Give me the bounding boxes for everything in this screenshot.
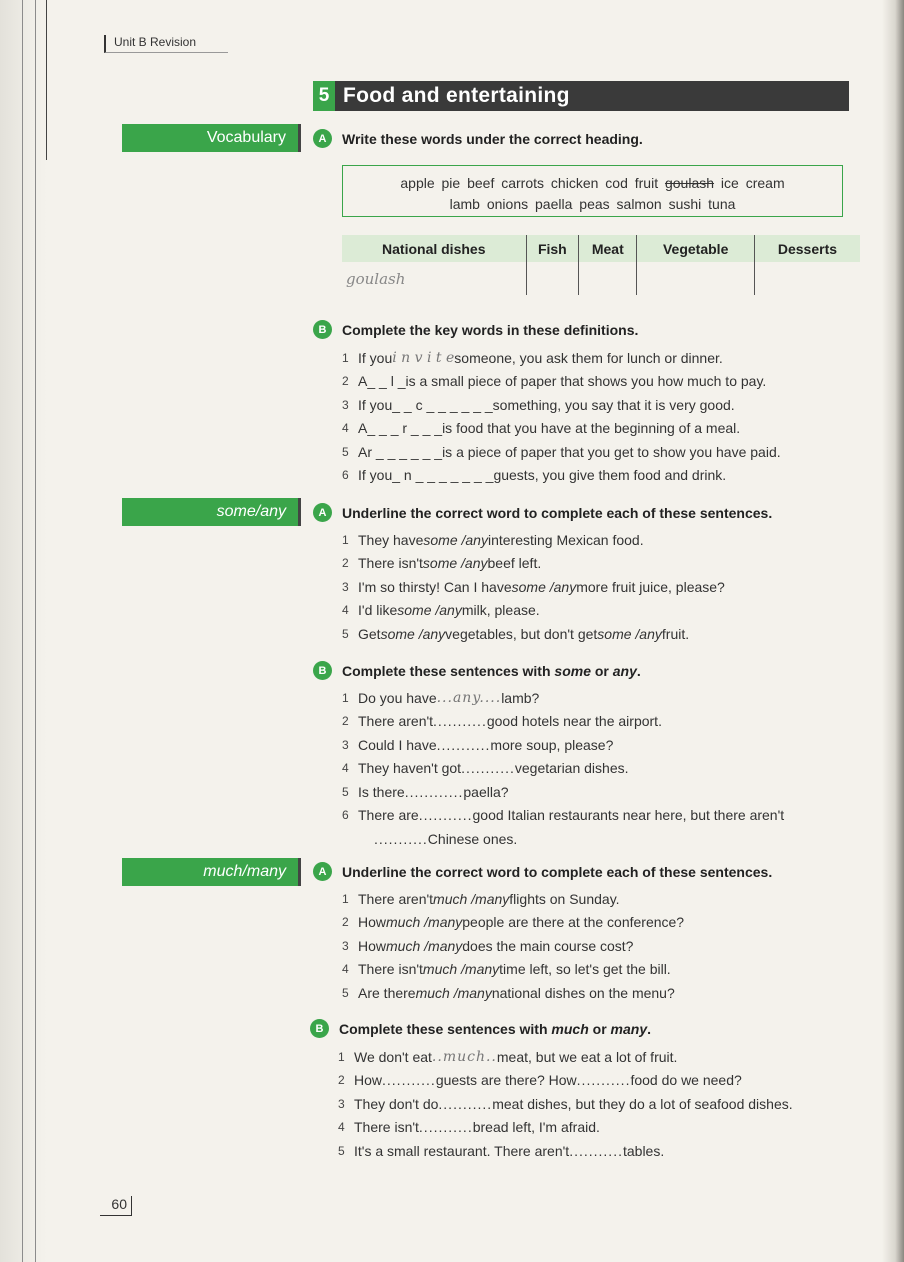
- list-item: [338, 1139, 793, 1163]
- item-text: Chinese ones.: [427, 830, 518, 847]
- item-number: 1: [342, 690, 349, 705]
- word-item: beef: [467, 175, 495, 191]
- heading-table: [342, 235, 860, 295]
- item-text: There aren't: [358, 713, 434, 730]
- exercise-badge: B: [313, 320, 332, 339]
- exercise-items: [342, 887, 684, 1005]
- list-item: [342, 733, 784, 757]
- instruction-text: Complete these sentences with: [339, 1020, 552, 1037]
- word-choice: some /any: [380, 625, 446, 642]
- section-number: 5: [313, 81, 335, 111]
- item-number: 3: [342, 938, 349, 953]
- item-number: 4: [342, 603, 349, 618]
- word-item: goulash: [664, 175, 715, 191]
- instruction-keyword: much: [551, 1020, 589, 1037]
- item-text: It's a small restaurant. There aren't: [354, 1142, 570, 1159]
- list-item: [342, 552, 725, 576]
- answer-blank: ...........: [461, 760, 515, 777]
- list-item: [342, 958, 684, 982]
- section-title-bar: [313, 81, 849, 111]
- word-choice: much /many: [422, 961, 500, 978]
- item-text: There are: [358, 807, 419, 824]
- answer-blank: ...........: [569, 1142, 623, 1159]
- instruction-text: .: [636, 662, 641, 679]
- answer-blank: _ n _ _ _ _ _ _ _: [392, 467, 494, 484]
- item-text: good hotels near the airport.: [486, 713, 662, 730]
- list-item: [342, 887, 684, 911]
- item-text: A: [358, 443, 368, 460]
- word-item: cod: [605, 175, 628, 191]
- item-number: 3: [338, 1096, 345, 1111]
- item-text: How: [358, 914, 387, 931]
- item-text: Get: [358, 625, 381, 642]
- exercise-instruction: [342, 663, 641, 679]
- item-text: A: [358, 373, 368, 390]
- gutter-line: [35, 0, 36, 1262]
- item-number: 1: [342, 891, 349, 906]
- item-text: is a piece of paper that you get to show you have paid.: [442, 443, 781, 460]
- list-item: [342, 440, 781, 464]
- item-text: interesting Mexican food.: [487, 531, 644, 548]
- item-text: There isn't: [354, 1119, 419, 1136]
- item-text: Is there: [358, 783, 405, 800]
- exercise-items: [342, 528, 725, 646]
- answer-blank: ............: [404, 783, 464, 800]
- answer-blank: ...........: [374, 830, 428, 847]
- answer-blank: i n v i t e: [392, 349, 455, 366]
- item-number: 2: [342, 374, 349, 389]
- item-text: Do you have: [358, 689, 437, 706]
- list-item: [342, 757, 784, 781]
- item-text: Could I have: [358, 736, 437, 753]
- answer-blank: ...any....: [436, 689, 502, 706]
- exercise-items: [342, 346, 781, 487]
- exercise-instruction: Write these words under the correct heading.: [342, 130, 643, 147]
- instruction-text: or: [588, 1020, 611, 1037]
- table-cell: [637, 262, 754, 295]
- table-cell: [579, 262, 637, 295]
- exercise-heading: [313, 661, 641, 680]
- item-text: tables.: [622, 1142, 665, 1159]
- word-choice: much /many: [386, 914, 463, 931]
- table-cell-answer: goulash: [342, 262, 526, 295]
- answer-blank: ...........: [382, 1072, 436, 1089]
- exercise-instruction: Complete the key words in these definitions.: [342, 321, 639, 338]
- item-number: 2: [342, 714, 349, 729]
- item-text: If you: [358, 349, 393, 366]
- list-item: [338, 1069, 793, 1093]
- item-text: A: [358, 420, 368, 437]
- word-item: ice cream: [720, 175, 785, 191]
- item-text: is a small piece of paper that shows you how much to pay.: [405, 373, 767, 390]
- page-number: 60: [100, 1196, 132, 1216]
- item-text: There aren't: [358, 890, 434, 907]
- word-choice: some /any: [397, 602, 462, 619]
- exercise-badge: A: [313, 862, 332, 881]
- item-text: flights on Sunday.: [509, 890, 620, 907]
- exercise-heading: [313, 129, 643, 148]
- word-choice: some /any: [597, 625, 662, 642]
- answer-blank: ..much..: [431, 1048, 497, 1065]
- item-text: guests are there? How: [435, 1072, 577, 1089]
- item-text: national dishes on the menu?: [491, 984, 675, 1001]
- word-item: carrots: [501, 175, 545, 191]
- item-text: more soup, please?: [490, 736, 614, 753]
- item-number: 5: [338, 1143, 345, 1158]
- page-edge-shade: [882, 0, 904, 1262]
- instruction-keyword: many: [610, 1020, 648, 1037]
- list-item: [342, 370, 781, 394]
- tab-much-many: much/many: [122, 858, 298, 886]
- table-header: Fish: [526, 235, 579, 262]
- item-text: is food that you have at the beginning of a meal.: [442, 420, 741, 437]
- item-number: 1: [338, 1049, 345, 1064]
- answer-blank: ...........: [438, 1095, 493, 1112]
- tab-some-any: some/any: [122, 498, 298, 526]
- item-text: There isn't: [358, 555, 423, 572]
- answer-blank: ...........: [418, 1119, 473, 1136]
- table-header: National dishes: [342, 235, 526, 262]
- unit-header: Unit B Revision: [104, 35, 228, 53]
- list-item: [342, 575, 725, 599]
- word-choice: much /many: [433, 890, 510, 907]
- item-text: fruit.: [661, 625, 690, 642]
- exercise-heading: [313, 503, 772, 522]
- item-number: 4: [338, 1120, 345, 1135]
- exercise-heading: [313, 320, 638, 339]
- gutter-line: [46, 0, 47, 160]
- item-text: They have: [358, 531, 424, 548]
- word-list-line: [343, 173, 842, 194]
- word-choice: some /any: [423, 531, 488, 548]
- item-text: They don't do: [354, 1095, 439, 1112]
- list-item: [342, 417, 781, 441]
- tab-vocabulary: Vocabulary: [122, 124, 298, 152]
- item-text: I'd like: [358, 602, 398, 619]
- table-header: Desserts: [754, 235, 860, 262]
- instruction-text: .: [647, 1020, 651, 1037]
- answer-blank: ...........: [433, 713, 487, 730]
- instruction-keyword: any: [612, 662, 637, 679]
- exercise-instruction: Underline the correct word to complete each of these sentences.: [342, 863, 773, 880]
- answer-blank: r _ _ _ _ _ _: [367, 443, 443, 460]
- exercise-badge: A: [313, 129, 332, 148]
- item-number: 5: [342, 784, 349, 799]
- list-item: [342, 622, 725, 646]
- item-text: Are there: [358, 984, 416, 1001]
- exercise-heading: [310, 1019, 651, 1038]
- list-item: [342, 780, 784, 804]
- word-list-line: [343, 194, 842, 215]
- word-choice: some /any: [511, 578, 577, 595]
- answer-blank: _ _ l _: [367, 373, 406, 390]
- item-text: more fruit juice, please?: [576, 578, 725, 595]
- item-number: 4: [342, 421, 349, 436]
- answer-blank: ...........: [576, 1072, 631, 1089]
- item-text: lamb?: [501, 689, 540, 706]
- instruction-text: Complete these sentences with: [342, 662, 555, 679]
- item-text: How: [358, 937, 387, 954]
- word-item: salmon: [616, 196, 662, 212]
- word-choice: much /many: [415, 984, 492, 1001]
- item-number: 4: [342, 962, 349, 977]
- item-number: 4: [342, 761, 349, 776]
- word-item: lamb: [449, 196, 480, 212]
- item-text: meat dishes, but they do a lot of seafood dishes.: [492, 1095, 793, 1112]
- item-number: 6: [342, 808, 349, 823]
- exercise-items: [338, 1045, 793, 1163]
- list-item: [342, 804, 784, 828]
- word-item: paella: [535, 196, 573, 212]
- item-number: 6: [342, 468, 349, 483]
- item-number: 5: [342, 444, 349, 459]
- item-text: paella?: [463, 783, 509, 800]
- list-item: [342, 599, 725, 623]
- item-number: 1: [342, 532, 349, 547]
- item-text: time left, so let's get the bill.: [499, 961, 671, 978]
- item-text: something, you say that it is very good.: [492, 396, 735, 413]
- word-item: fruit: [634, 175, 659, 191]
- item-number: 1: [342, 350, 349, 365]
- list-item: [342, 827, 784, 851]
- page-gutter-shade: [0, 0, 48, 1262]
- word-item: chicken: [550, 175, 599, 191]
- item-text: How: [354, 1072, 383, 1089]
- list-item: [342, 346, 781, 370]
- item-number: 2: [342, 915, 349, 930]
- list-item: [342, 464, 781, 488]
- item-text: I'm so thirsty! Can I have: [358, 578, 512, 595]
- list-item: [342, 911, 684, 935]
- word-choice: some /any: [422, 555, 488, 572]
- table-cell: [526, 262, 579, 295]
- section-title: Food and entertaining: [343, 84, 570, 107]
- list-item: [342, 528, 725, 552]
- exercise-badge: A: [313, 503, 332, 522]
- word-item: onions: [486, 196, 529, 212]
- list-item: [342, 710, 784, 734]
- item-text: vegetables, but don't get: [445, 625, 598, 642]
- item-text: We don't eat: [354, 1048, 432, 1065]
- item-text: If you: [358, 396, 393, 413]
- list-item: [338, 1116, 793, 1140]
- exercise-instruction: [339, 1021, 651, 1037]
- exercise-badge: B: [310, 1019, 329, 1038]
- list-item: [342, 686, 784, 710]
- item-text: vegetarian dishes.: [514, 760, 629, 777]
- item-text: They haven't got: [358, 760, 462, 777]
- exercise-heading: [313, 862, 772, 881]
- answer-blank: ...........: [418, 807, 473, 824]
- instruction-keyword: some: [554, 662, 591, 679]
- item-text: guests, you give them food and drink.: [493, 467, 727, 484]
- item-text: If you: [358, 467, 393, 484]
- item-number: 2: [338, 1073, 345, 1088]
- list-item: [342, 393, 781, 417]
- item-number: 3: [342, 397, 349, 412]
- list-item: [338, 1092, 793, 1116]
- item-number: 2: [342, 556, 349, 571]
- word-item: apple pie: [400, 175, 461, 191]
- word-choice: much /many: [386, 937, 463, 954]
- word-box: [342, 165, 843, 217]
- item-text: someone, you ask them for lunch or dinner.: [454, 349, 723, 366]
- exercise-badge: B: [313, 661, 332, 680]
- item-text: meat, but we eat a lot of fruit.: [496, 1048, 678, 1065]
- gutter-line: [22, 0, 23, 1262]
- list-item: [338, 1045, 793, 1069]
- word-item: tuna: [708, 196, 736, 212]
- table-header: Vegetable: [637, 235, 754, 262]
- answer-blank: ...........: [436, 736, 491, 753]
- word-item: sushi: [668, 196, 702, 212]
- list-item: [342, 934, 684, 958]
- instruction-text: or: [590, 662, 613, 679]
- list-item: [342, 981, 684, 1005]
- item-text: beef left.: [487, 555, 542, 572]
- item-text: people are there at the conference?: [462, 914, 685, 931]
- exercise-items: [342, 686, 784, 851]
- item-number: 5: [342, 985, 349, 1000]
- item-text: good Italian restaurants near here, but there aren't: [472, 807, 785, 824]
- item-text: There isn't: [358, 961, 423, 978]
- item-number: 3: [342, 737, 349, 752]
- answer-blank: _ _ c _ _ _ _ _ _: [392, 396, 493, 413]
- item-number: 5: [342, 626, 349, 641]
- item-number: 3: [342, 579, 349, 594]
- table-header: Meat: [579, 235, 637, 262]
- table-cell: [754, 262, 860, 295]
- item-text: bread left, I'm afraid.: [472, 1119, 600, 1136]
- item-text: does the main course cost?: [462, 937, 634, 954]
- exercise-instruction: Underline the correct word to complete each of these sentences.: [342, 504, 773, 521]
- answer-blank: _ _ _ r _ _ _: [367, 420, 443, 437]
- item-text: food do we need?: [630, 1072, 742, 1089]
- item-text: milk, please.: [461, 602, 540, 619]
- word-item: peas: [579, 196, 610, 212]
